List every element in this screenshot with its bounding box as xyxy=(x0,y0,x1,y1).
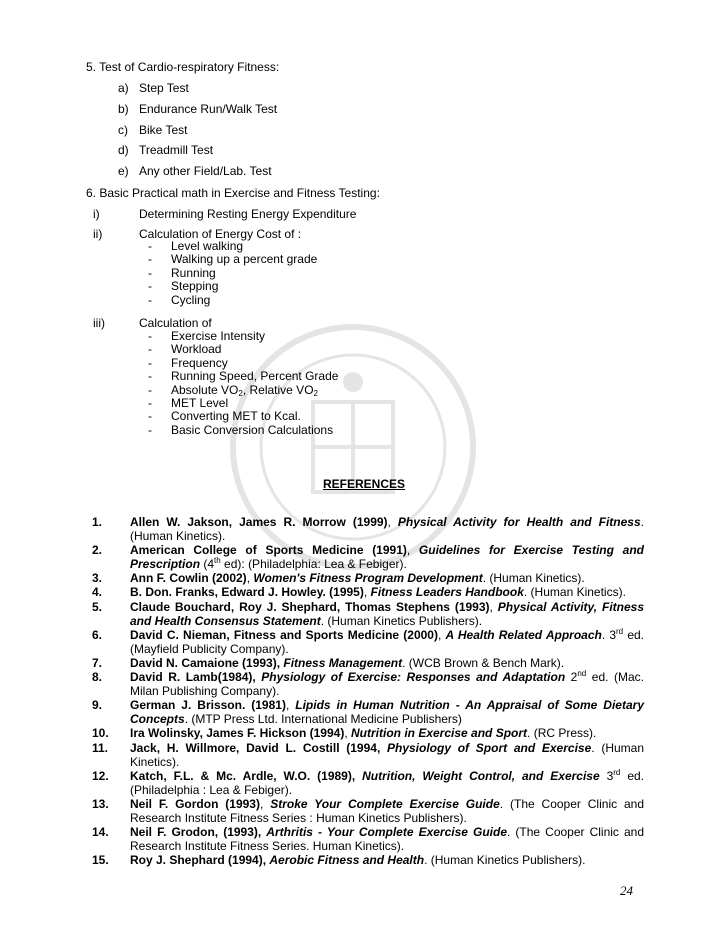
reference-number: 13. xyxy=(92,796,109,811)
reference-number: 12. xyxy=(92,768,109,783)
superscript: rd xyxy=(613,767,621,777)
reference-entry: 12. Katch, F.L. & Mc. Ardle, W.O. (1989), Nutrition, Weight Control, and Exercise 3rd ed. (Philadelphia : Lea & Febiger). xyxy=(92,767,645,797)
item-text: Treadmill Test xyxy=(139,143,214,158)
bullet-text: Exercise Intensity xyxy=(171,329,266,343)
reference-number: 11. xyxy=(92,740,109,755)
reference-entry: 3. Ann F. Cowlin (2002), Women's Fitness Program Development. (Human Kinetics). xyxy=(92,571,585,586)
reference-number: 4. xyxy=(92,585,103,600)
reference-author: American College of Sports Medicine (1991) xyxy=(130,543,407,558)
bullet-text: MET Level xyxy=(171,396,229,410)
reference-author: Ann F. Cowlin (2002) xyxy=(130,571,247,586)
superscript: th xyxy=(214,556,221,566)
reference-title: Physiology of Sport and Exercise xyxy=(387,740,592,755)
page-number: 24 xyxy=(620,883,633,898)
item-text: Any other Field/Lab. Test xyxy=(139,164,272,179)
bullet-dash: - xyxy=(148,369,152,384)
reference-number: 3. xyxy=(92,571,103,586)
reference-entry: 1. Allen W. Jakson, James R. Morrow (1999), Physical Activity for Health and Fitness. (Human Kinetics). xyxy=(92,515,644,544)
superscript: rd xyxy=(616,626,624,636)
bullet-text: Workload xyxy=(171,342,222,357)
reference-number: 5. xyxy=(92,599,103,614)
subscript: 2 xyxy=(313,388,318,398)
reference-number: 2. xyxy=(92,543,103,558)
reference-author: David C. Nieman, Fitness and Sports Medicine (2000) xyxy=(130,627,438,642)
bullet-text: Cycling xyxy=(171,292,211,307)
reference-title: Guidelines for Exercise Testing and Prescription xyxy=(130,543,644,572)
bullet-dash: - xyxy=(148,409,152,424)
reference-author: Jack, H. Willmore, David L. Costill (1994, xyxy=(130,740,387,755)
reference-author: David N. Camaione (1993), xyxy=(130,655,284,670)
reference-number: 7. xyxy=(92,655,103,670)
reference-author: German J. Brisson. (1981) xyxy=(130,698,286,713)
section-6-title: 6. Basic Practical math in Exercise and Fitness Testing: xyxy=(86,186,380,200)
reference-title: Stroke Your Complete Exercise Guide xyxy=(270,796,500,811)
reference-title: Nutrition in Exercise and Sport xyxy=(351,726,528,741)
reference-author: David R. Lamb(1984), xyxy=(130,670,262,685)
bullet-dash: - xyxy=(148,355,152,370)
reference-author: Roy J. Shephard (1994), xyxy=(130,853,270,868)
bullet-text: Walking up a percent grade xyxy=(171,252,318,267)
item-label: c) xyxy=(118,122,128,137)
reference-number: 9. xyxy=(92,698,103,713)
reference-title: Physical Activity for Health and Fitness xyxy=(397,515,641,529)
bullet-dash: - xyxy=(148,329,152,343)
bullet-text: Running Speed, Percent Grade xyxy=(171,369,339,384)
reference-entry: 5. Claude Bouchard, Roy J. Shephard, Thomas Stephens (1993), Physical Activity, Fitness and Health Consensus Statement. (Human Kinetics Publishers). xyxy=(92,599,644,628)
references-heading xyxy=(0,477,728,491)
reference-title: Nutrition, Weight Control, and Exercise xyxy=(362,768,600,783)
bullet-text: Basic Conversion Calculations xyxy=(171,422,334,437)
bullet-text: Converting MET to Kcal. xyxy=(171,409,301,424)
reference-entry: 9. German J. Brisson. (1981), Lipids in Human Nutrition - An Appraisal of Some Dietary Concepts. (MTP Press Ltd. International Medicine Publishers) xyxy=(92,698,644,727)
reference-author: Katch, F.L. & Mc. Ardle, W.O. (1989), xyxy=(130,768,363,783)
reference-author: Claude Bouchard, Roy J. Shephard, Thomas Stephens (1993) xyxy=(130,599,490,614)
roman-numeral: iii) xyxy=(93,316,105,330)
reference-entry: 11. Jack, H. Willmore, David L. Costill (1994, Physiology of Sport and Exercise. (Human Kinetics). xyxy=(92,740,644,769)
reference-title: Aerobic Fitness and Health xyxy=(269,853,425,868)
reference-entry: 8. David R. Lamb(1984), Physiology of Exercise: Responses and Adaptation 2nd ed. (Mac. Milan Publishing Company). xyxy=(92,669,644,699)
reference-number: 14. xyxy=(92,825,109,840)
item-text: Endurance Run/Walk Test xyxy=(139,101,278,116)
reference-author: Allen W. Jakson, James R. Morrow (1999) xyxy=(130,515,388,529)
bullet-dash: - xyxy=(148,265,152,280)
reference-entry: 13. Neil F. Gordon (1993), Stroke Your Complete Exercise Guide. (The Cooper Clinic and Research Institute Fitness Series : Human Kinetics Publishers). xyxy=(92,796,645,825)
item-label: d) xyxy=(118,143,129,158)
reference-title: Fitness Management xyxy=(283,655,403,670)
item-label: e) xyxy=(118,164,129,179)
reference-entry: 10. Ira Wolinsky, James F. Hickson (1994), Nutrition in Exercise and Sport. (RC Press). xyxy=(92,726,597,741)
references-heading-text: REFERENCES xyxy=(322,477,405,491)
item-text: Step Test xyxy=(139,81,189,95)
reference-title: Physical Activity, Fitness and Health Consensus Statement xyxy=(130,599,644,628)
bullet-dash: - xyxy=(148,292,152,307)
roman-numeral: i) xyxy=(93,207,100,221)
reference-title: Physiology of Exercise: Responses and Adaptation xyxy=(261,670,566,685)
bullet-dash: - xyxy=(148,252,152,267)
bullet-text: Running xyxy=(171,265,216,280)
reference-entry: 6. David C. Nieman, Fitness and Sports Medicine (2000), A Health Related Approach. 3rd ed. (Mayfield Publicity Company). xyxy=(92,626,644,656)
reference-title: Arthritis - Your Complete Exercise Guide xyxy=(266,825,508,840)
item-label: a) xyxy=(118,81,129,95)
item-text: Bike Test xyxy=(139,122,188,137)
bullet-dash: - xyxy=(148,382,152,397)
item-text: Calculation of xyxy=(139,316,212,330)
subscript: 2 xyxy=(238,388,243,398)
reference-title: A Health Related Approach xyxy=(445,627,602,642)
bullet-dash: - xyxy=(148,342,152,357)
reference-title: Women's Fitness Program Development xyxy=(253,571,483,586)
reference-number: 10. xyxy=(92,726,109,741)
item-text: Calculation of Energy Cost of : xyxy=(139,227,302,241)
superscript: nd xyxy=(577,669,587,679)
reference-entry: 14. Neil F. Grodon, (1993), Arthritis - Your Complete Exercise Guide. (The Cooper Clinic and Research Institute Fitness Series. Human Kinetics). xyxy=(92,825,645,854)
item-label: b) xyxy=(118,101,129,116)
references-list xyxy=(90,515,644,867)
reference-entry: 7. David N. Camaione (1993), Fitness Management. (WCB Brown & Bench Mark). xyxy=(92,655,565,670)
reference-author: B. Don. Franks, Edward J. Howley. (1995) xyxy=(130,585,364,600)
roman-numeral: ii) xyxy=(93,227,103,241)
bullet-dash: - xyxy=(148,396,152,410)
reference-number: 15. xyxy=(92,853,109,868)
section-5-title: 5. Test of Cardio-respiratory Fitness: xyxy=(86,60,280,74)
reference-author: Neil F. Gordon (1993) xyxy=(130,796,260,811)
reference-title: Lipids in Human Nutrition - An Appraisal of Some Dietary Concepts xyxy=(130,698,644,727)
bullet-text: Stepping xyxy=(171,279,219,294)
item-text: Determining Resting Energy Expenditure xyxy=(139,207,357,221)
reference-number: 1. xyxy=(92,515,103,529)
bullet-text: Frequency xyxy=(171,355,228,370)
bullet-text: Absolute VO2, Relative VO2 xyxy=(171,382,318,398)
bullet-dash: - xyxy=(148,422,152,437)
reference-entry: 15. Roy J. Shephard (1994), Aerobic Fitness and Health. (Human Kinetics Publishers). xyxy=(92,853,586,868)
reference-number: 6. xyxy=(92,627,103,642)
bullet-dash: - xyxy=(148,279,152,294)
reference-author: Ira Wolinsky, James F. Hickson (1994) xyxy=(130,726,345,741)
bullet-dash: - xyxy=(148,239,152,253)
reference-entry: 4. B. Don. Franks, Edward J. Howley. (1995), Fitness Leaders Handbook. (Human Kinetics). xyxy=(92,585,626,600)
bullet-text: Level walking xyxy=(171,239,244,253)
reference-title: Fitness Leaders Handbook xyxy=(370,585,524,600)
reference-number: 8. xyxy=(92,670,103,685)
reference-author: Neil F. Grodon, (1993), xyxy=(130,825,267,840)
reference-entry: 2. American College of Sports Medicine (1991), Guidelines for Exercise Testing and Prescription (4th ed): (Philadelphia: Lea & Febiger). xyxy=(92,543,644,572)
